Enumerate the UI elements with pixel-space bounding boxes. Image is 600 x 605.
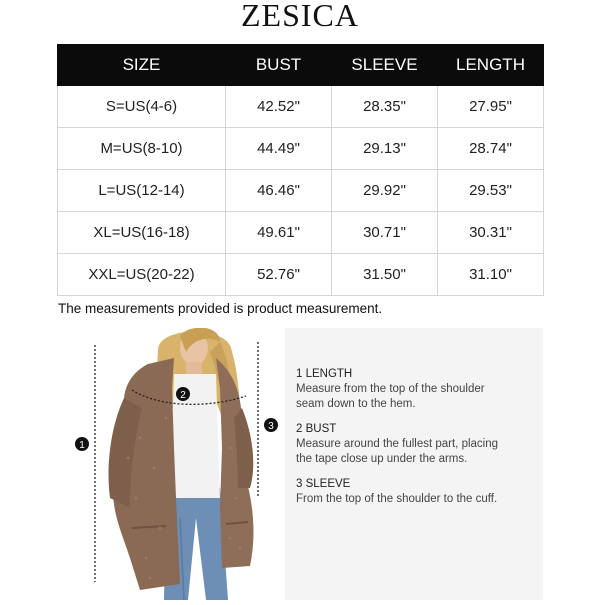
cell-sleeve: 28.35" [332,86,438,128]
table-row [58,170,544,212]
cell-bust: 42.52" [226,86,332,128]
length-title: 1 LENGTH [296,368,353,380]
table-row [58,212,544,254]
marker-length [75,437,89,451]
brand-logo: ZESICA [241,0,359,33]
table-header-row [58,45,544,86]
cell-length: 27.95" [438,86,544,128]
cell-sleeve: 29.92" [332,170,438,212]
cell-bust: 52.76" [226,254,332,296]
length-desc-line: seam down to the hem. [296,398,416,410]
cell-length: 29.53" [438,170,544,212]
sleeve-desc-line: From the top of the shoulder to the cuff. [296,493,498,505]
marker-bust [176,387,190,401]
sleeve-title: 3 SLEEVE [296,478,351,490]
svg-text:2: 2 [180,390,186,401]
cell-sleeve: 29.13" [332,128,438,170]
bust-guide [296,422,536,467]
length-guide [296,367,536,412]
measurement-note: The measurements provided is product measurement. [58,301,383,316]
bust-desc-line: Measure around the fullest part, placing [296,438,499,450]
model-photo [70,328,285,600]
cell-size: XL=US(16-18) [58,212,226,254]
header-sleeve: SLEEVE [332,45,438,86]
sleeve-guide [296,477,536,507]
svg-text:3: 3 [268,421,274,432]
cell-bust: 44.49" [226,128,332,170]
cell-size: XXL=US(20-22) [58,254,226,296]
header-size: SIZE [58,45,226,86]
bust-title: 2 BUST [296,423,337,435]
bust-desc-line: the tape close up under the arms. [296,453,468,465]
cell-size: M=US(8-10) [58,128,226,170]
cell-length: 28.74" [438,128,544,170]
length-desc-line: Measure from the top of the shoulder [296,383,485,395]
table-row [58,128,544,170]
cell-length: 30.31" [438,212,544,254]
svg-text:1: 1 [79,440,85,451]
header-bust: BUST [226,45,332,86]
cell-bust: 46.46" [226,170,332,212]
cell-size: L=US(12-14) [58,170,226,212]
table-row [58,254,544,296]
header-length: LENGTH [438,45,544,86]
marker-sleeve [264,418,278,432]
cell-length: 31.10" [438,254,544,296]
measurement-guide-panel [285,328,543,600]
cell-sleeve: 30.71" [332,212,438,254]
size-chart-table [57,44,544,296]
cell-bust: 49.61" [226,212,332,254]
cell-size: S=US(4-6) [58,86,226,128]
cell-sleeve: 31.50" [332,254,438,296]
table-row [58,86,544,128]
